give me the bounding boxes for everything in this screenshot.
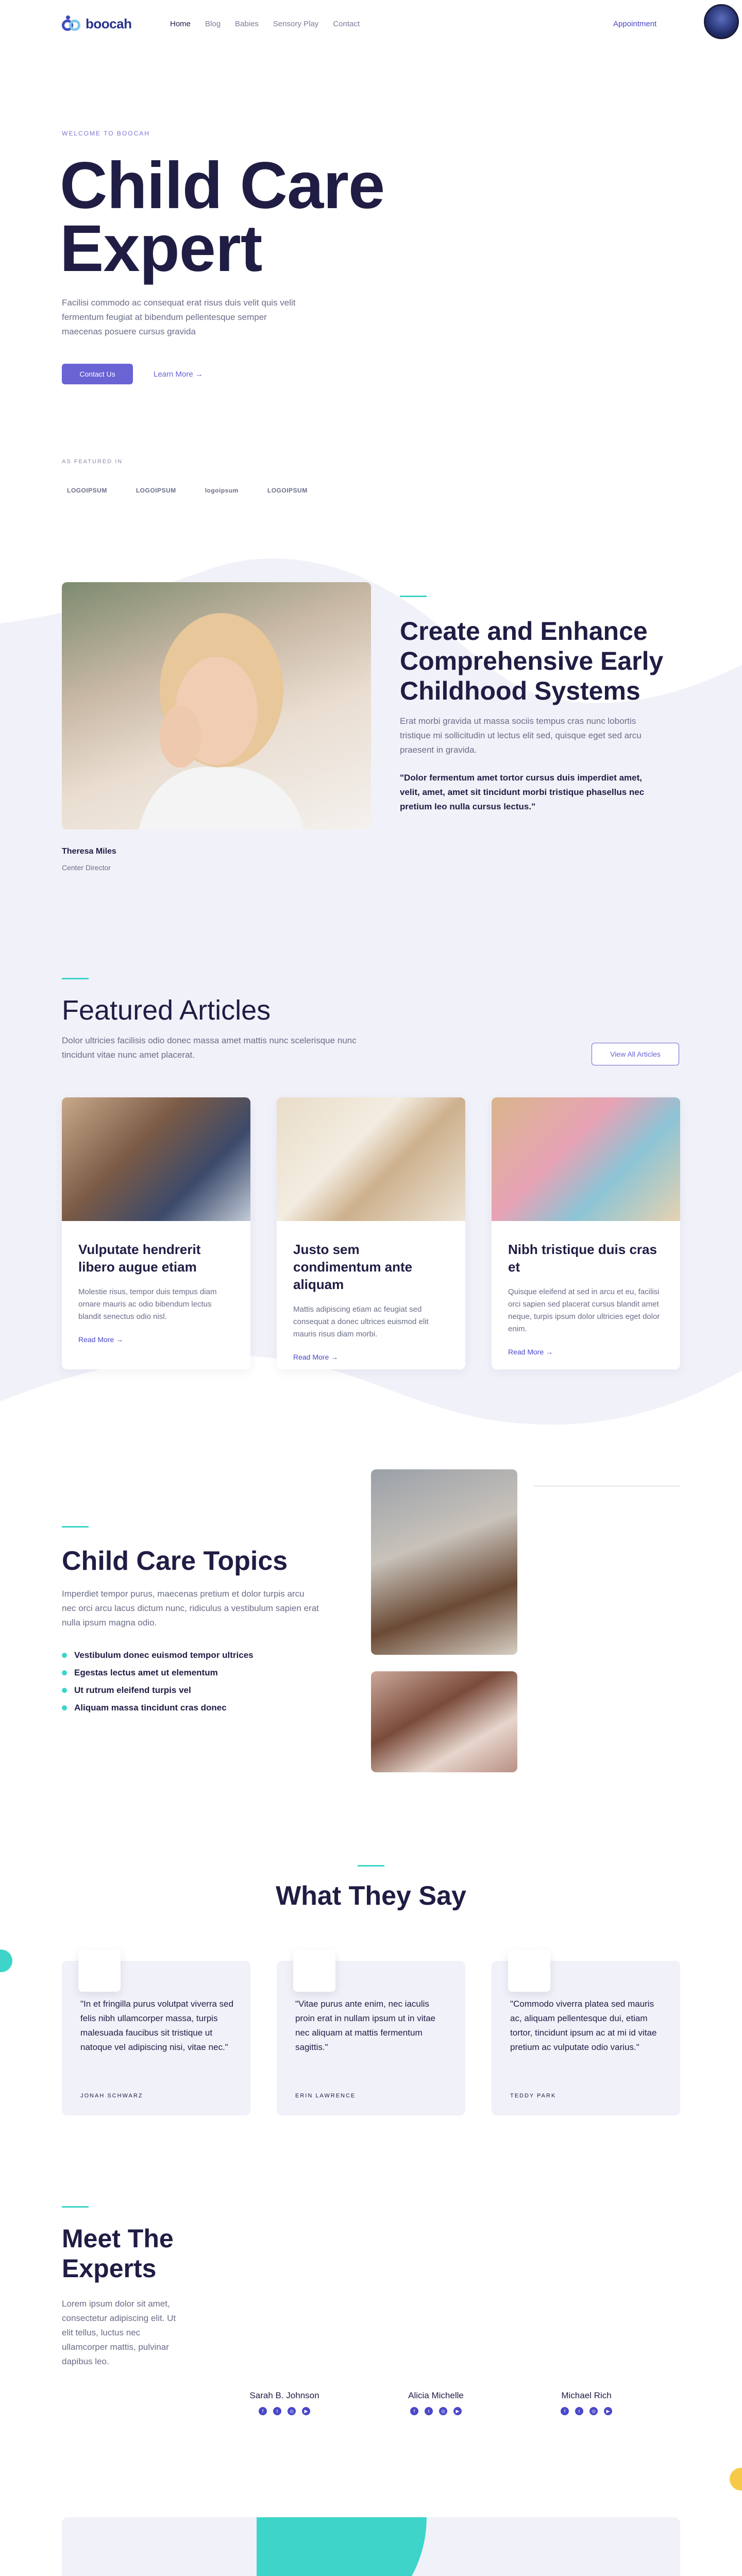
expert-name: Alicia Michelle [408, 2391, 464, 2400]
featured-articles-text: Dolor ultricies facilisis odio donec massa amet mattis nunc scelerisque nunc tincidunt vitae nunc amet placerat. [62, 1036, 357, 1060]
youtube-icon[interactable]: ▶ [453, 2407, 462, 2415]
newsletter-section [62, 2517, 680, 2576]
testimonial-author: TEDDY PARK [510, 2093, 556, 2099]
testimonial-author: ERIN LAWRENCE [295, 2093, 356, 2099]
topics-title: Child Care Topics [62, 1546, 288, 1576]
instagram-icon[interactable]: ◎ [589, 2407, 598, 2415]
list-item [62, 1647, 254, 1664]
expert-socials [384, 2407, 487, 2415]
main-nav [170, 20, 360, 28]
twitter-icon[interactable]: t [425, 2407, 433, 2415]
logo-text: boocah [86, 15, 132, 31]
expert-socials [535, 2407, 638, 2415]
director-name: Theresa Miles [62, 847, 116, 856]
expert-socials [233, 2407, 336, 2415]
learn-more-link[interactable]: Learn More → [154, 370, 203, 379]
article-card[interactable] [277, 1097, 465, 1369]
testimonials-title: What They Say [276, 1881, 466, 1911]
nav-home[interactable]: Home [170, 20, 191, 28]
instagram-icon[interactable]: ◎ [288, 2407, 296, 2415]
nav-contact[interactable]: Contact [333, 20, 360, 28]
testimonial-avatar [78, 1950, 121, 1992]
topic-photo [371, 1671, 517, 1772]
topic-label: Egestas lectus amet ut elementum [74, 1668, 218, 1677]
topics-list [62, 1647, 254, 1717]
topic-label: Vestibulum donec euismod tempor ultrices [74, 1650, 254, 1660]
testimonial-card [62, 1961, 250, 2115]
bullet-icon [62, 1653, 67, 1658]
list-item [62, 1664, 254, 1682]
instagram-icon[interactable]: ◎ [439, 2407, 447, 2415]
article-card[interactable] [62, 1097, 250, 1369]
director-role: Center Director [62, 863, 111, 872]
facebook-icon[interactable]: f [561, 2407, 569, 2415]
read-more-link[interactable]: Read More → [293, 1353, 339, 1361]
contact-us-button[interactable]: Contact Us [62, 364, 133, 384]
expert-name: Michael Rich [561, 2391, 612, 2400]
facebook-icon[interactable]: f [410, 2407, 418, 2415]
article-excerpt: Quisque eleifend at sed in arcu et eu, facilisi orci sapien sed placerat cursus blandit amet neque, turpis ipsum dolor ultricies eget dolor enim. [508, 1287, 660, 1333]
expert-name: Sarah B. Johnson [249, 2391, 319, 2400]
article-image [62, 1097, 250, 1221]
testimonial-card [277, 1961, 465, 2115]
decorative-shape [257, 2517, 427, 2576]
article-image [277, 1097, 465, 1221]
appointment-link[interactable]: Appointment [613, 20, 657, 28]
expert-card [535, 2391, 638, 2415]
experts-title: Meet The Experts [62, 2224, 174, 2283]
create-title: Create and Enhance Comprehensive Early Childhood Systems [400, 617, 664, 705]
youtube-icon[interactable]: ▶ [604, 2407, 612, 2415]
list-item [62, 1682, 254, 1699]
twitter-icon[interactable]: t [575, 2407, 583, 2415]
broken-image-placeholder [534, 1486, 680, 1500]
facebook-icon[interactable]: f [259, 2407, 267, 2415]
nav-sensory-play[interactable]: Sensory Play [273, 20, 319, 28]
logo-icon [62, 15, 82, 32]
article-title[interactable]: Vulputate hendrerit libero augue etiam [78, 1242, 201, 1275]
testimonial-card [492, 1961, 680, 2115]
view-all-articles-button[interactable]: View All Articles [592, 1043, 679, 1065]
testimonial-quote: "Vitae purus ante enim, nec iaculis proin erat in nullam ipsum ut in vitae nec aliquam at mattis fermentum sagittis." [295, 1999, 436, 2052]
accent-divider [62, 978, 89, 979]
testimonial-author: JONAH SCHWARZ [80, 2093, 143, 2099]
youtube-icon[interactable]: ▶ [302, 2407, 310, 2415]
article-card[interactable] [492, 1097, 680, 1369]
twitter-icon[interactable]: t [273, 2407, 281, 2415]
accent-divider [358, 1865, 384, 1867]
accent-divider [62, 1526, 89, 1528]
featured-articles-title: Featured Articles [62, 995, 271, 1026]
partner-logo: LOGOIPSUM [136, 487, 176, 494]
expert-card [233, 2391, 336, 2415]
topic-label: Aliquam massa tincidunt cras donec [74, 1703, 227, 1713]
testimonial-avatar [508, 1950, 550, 1992]
topic-photo [371, 1469, 517, 1655]
hero-title: Child Care Expert [60, 149, 385, 285]
nav-babies[interactable]: Babies [235, 20, 259, 28]
read-more-link[interactable]: Read More → [78, 1335, 124, 1344]
article-excerpt: Mattis adipiscing etiam ac feugiat sed consequat a donec ultrices euismod elit mauris risus diam morbi. [293, 1305, 429, 1338]
article-excerpt: Molestie risus, tempor duis tempus diam ornare mauris ac odio bibendum lectus blandit senectus odio nisl. [78, 1287, 217, 1321]
create-quote: "Dolor fermentum amet tortor cursus duis imperdiet amet, velit, amet, amet sit tincidunt morbi tristique phasellus nec pretium leo nulla cursus lectus." [400, 773, 645, 811]
nav-blog[interactable]: Blog [205, 20, 221, 28]
testimonial-avatar [293, 1950, 335, 1992]
bullet-icon [62, 1705, 67, 1710]
experts-text: Lorem ipsum dolor sit amet, consectetur adipiscing elit. Ut elit tellus, luctus nec ullamcorper mattis, pulvinar dapibus leo. [62, 2299, 176, 2366]
hero-eyebrow: WELCOME TO BOOCAH [62, 130, 150, 137]
partner-logo: logoipsum [205, 487, 239, 494]
hero-text: Facilisi commodo ac consequat erat risus duis velit quis velit fermentum feugiat at bibendum pellentesque semper maecenas posuere cursus gravida [62, 298, 296, 336]
topics-text: Imperdiet tempor purus, maecenas pretium et dolor turpis arcu nec orci arcu lacus dictum nunc, ridiculus a vestibulum sapien erat nulla ipsum magna odio. [62, 1589, 319, 1628]
header-logo[interactable] [62, 15, 131, 32]
list-item [62, 1699, 254, 1717]
partner-logos [67, 481, 308, 500]
bullet-icon [62, 1670, 67, 1675]
create-text: Erat morbi gravida ut massa sociis tempus cras nunc lobortis tristique mi sollicitudin ut lectus elit sed, quisque eget sed arcu praesent in gravida. [400, 716, 642, 755]
site-header [0, 0, 742, 49]
accent-divider [62, 2206, 89, 2208]
accent-divider [400, 596, 427, 597]
testimonial-quote: "In et fringilla purus volutpat viverra sed felis nibh ullamcorper massa, turpis malesuada faucibus sit tristique ut natoque vel adipiscing nisi, vitae nec." [80, 1999, 234, 2052]
partner-logo: LOGOIPSUM [67, 487, 107, 494]
expert-card [384, 2391, 487, 2415]
article-title[interactable]: Nibh tristique duis cras et [508, 1242, 657, 1275]
avatar[interactable] [704, 4, 739, 39]
read-more-link[interactable]: Read More → [508, 1348, 553, 1356]
director-photo [62, 582, 371, 829]
article-image [492, 1097, 680, 1221]
article-title[interactable]: Justo sem condimentum ante aliquam [293, 1242, 413, 1292]
decorative-dot [0, 1950, 12, 1972]
partner-logo: LOGOIPSUM [267, 487, 308, 494]
decorative-dot [730, 2468, 742, 2490]
topic-label: Ut rutrum eleifend turpis vel [74, 1685, 191, 1695]
testimonial-quote: "Commodo viverra platea sed mauris ac, aliquam pellentesque dui, etiam tortor, tincidunt ipsum ac at mi id vitae pretium ac vulputate odio varius." [510, 1999, 657, 2052]
bullet-icon [62, 1688, 67, 1693]
featured-in-label: AS FEATURED IN [62, 459, 123, 465]
